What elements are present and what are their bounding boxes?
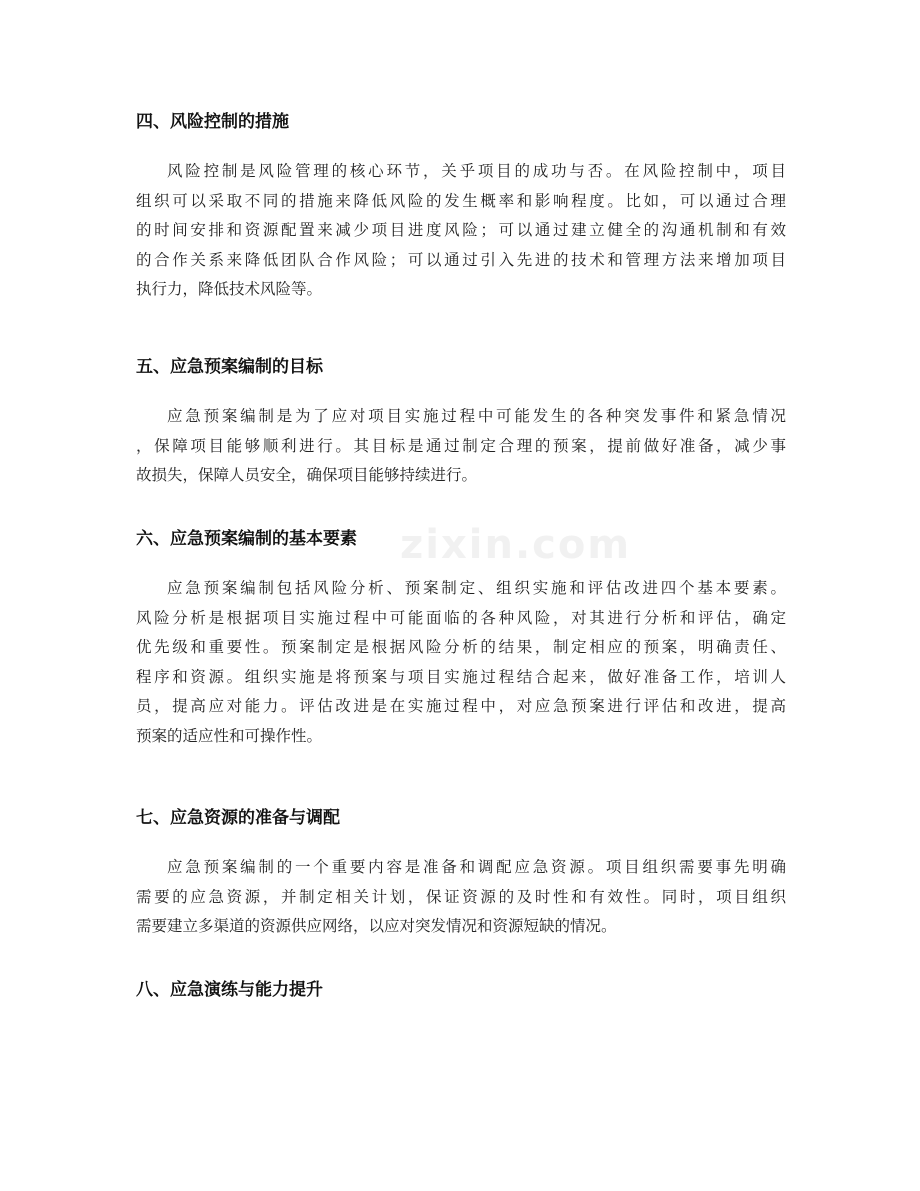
paragraph-line: 应急预案编制包括风险分析、预案制定、组织实施和评估改进四个基本要素。: [167, 579, 786, 597]
paragraph-line: 风险控制是风险管理的核心环节，关乎项目的成功与否。在风险控制中，项目: [167, 162, 786, 180]
section-paragraph-7: [136, 853, 786, 942]
section-paragraph-4: [136, 157, 786, 305]
paragraph-line: 组织可以采取不同的措施来降低风险的发生概率和影响程度。比如，可以通过合理: [136, 191, 786, 210]
section-heading-6: 六、应急预案编制的基本要素: [136, 529, 357, 549]
paragraph-line: 故损失，保障人员安全，确保项目能够持续进行。: [136, 466, 478, 485]
paragraph-line: ，保障项目能够顺利进行。其目标是通过制定合理的预案，提前做好准备，减少事: [136, 436, 786, 455]
paragraph-line: 优先级和重要性。预案制定是根据风险分析的结果，制定相应的预案，明确责任、: [136, 638, 786, 657]
paragraph-line: 需要建立多渠道的资源供应网络，以应对突发情况和资源短缺的情况。: [136, 917, 617, 936]
section-heading-5: 五、应急预案编制的目标: [136, 357, 323, 377]
paragraph-line: 需要的应急资源，并制定相关计划，保证资源的及时性和有效性。同时，项目组织: [136, 887, 786, 906]
paragraph-line: 员，提高应对能力。评估改进是在实施过程中，对应急预案进行评估和改进，提高: [136, 697, 786, 716]
paragraph-line: 风险分析是根据项目实施过程中可能面临的各种风险，对其进行分析和评估，确定: [136, 608, 786, 627]
paragraph-line: 的合作关系来降低团队合作风险；可以通过引入先进的技术和管理方法来增加项目: [136, 250, 786, 269]
watermark-text: zixin.com: [400, 522, 632, 568]
paragraph-line: 程序和资源。组织实施是将预案与项目实施过程结合起来，做好准备工作，培训人: [136, 667, 786, 686]
paragraph-line: 的时间安排和资源配置来减少项目进度风险；可以通过建立健全的沟通机制和有效: [136, 221, 786, 240]
section-heading-4: 四、风险控制的措施: [136, 112, 289, 132]
section-heading-8: 八、应急演练与能力提升: [136, 980, 323, 1000]
paragraph-line: 应急预案编制的一个重要内容是准备和调配应急资源。项目组织需要事先明确: [167, 858, 786, 876]
paragraph-line: 应急预案编制是为了应对项目实施过程中可能发生的各种突发事件和紧急情况: [167, 407, 786, 425]
paragraph-line: 执行力，降低技术风险等。: [136, 280, 323, 299]
paragraph-line: 预案的适应性和可操作性。: [136, 726, 323, 745]
section-paragraph-5: [136, 402, 786, 491]
section-paragraph-6: [136, 574, 786, 752]
section-heading-7: 七、应急资源的准备与调配: [136, 808, 340, 828]
